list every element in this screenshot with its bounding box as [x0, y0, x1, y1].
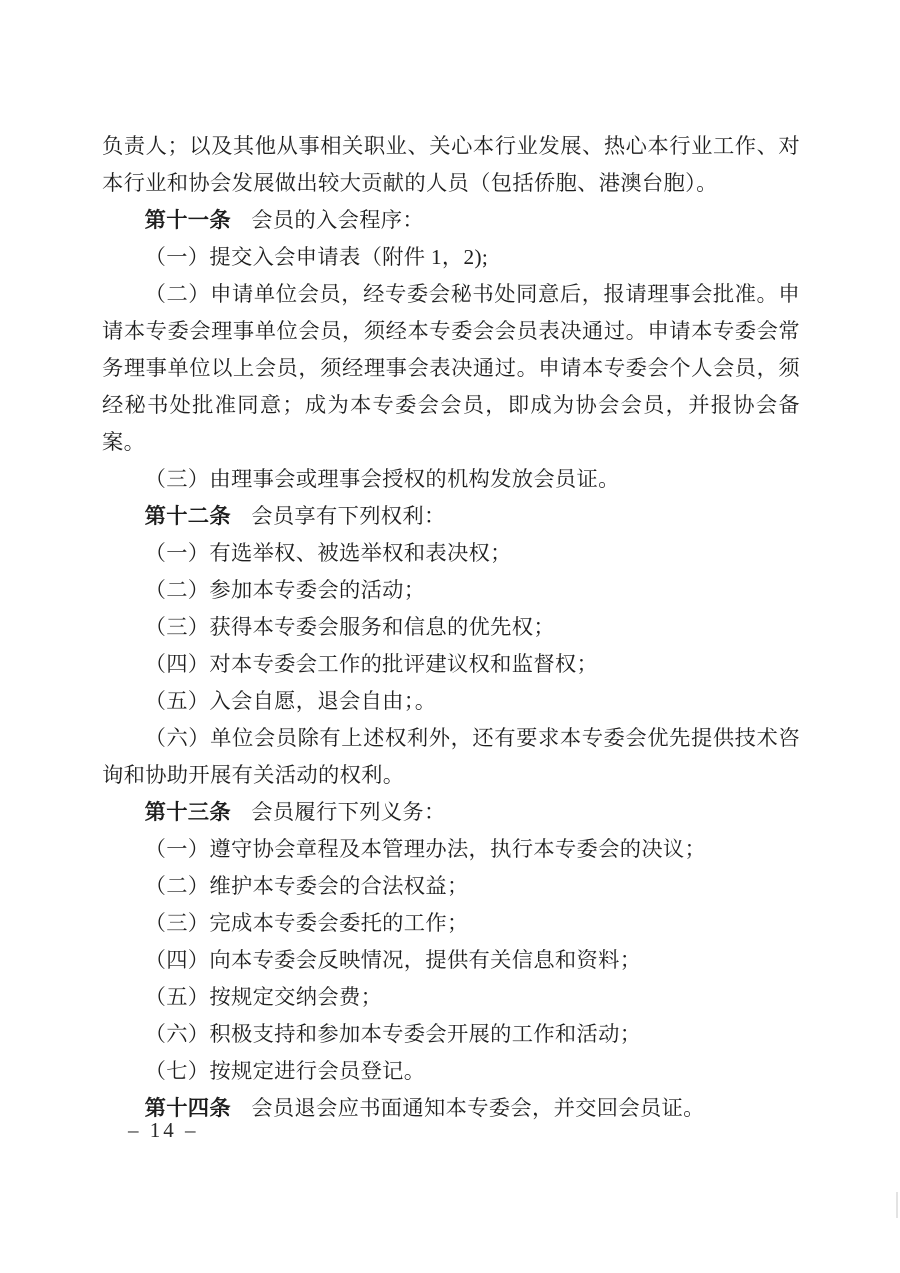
article-13-item-6: （六）积极支持和参加本专委会开展的工作和活动；	[144, 1022, 642, 1046]
article-14-text: 会员退会应书面通知本专委会，并交回会员证。	[251, 1096, 705, 1120]
article-12-text: 会员享有下列权利：	[251, 504, 446, 528]
article-11-heading	[102, 202, 800, 239]
article-13-item-2: （二）维护本专委会的合法权益；	[144, 874, 469, 898]
scan-edge-artifact	[896, 1192, 898, 1218]
article-13-item-3: （三）完成本专委会委托的工作；	[144, 911, 469, 935]
article-12-item-4: （四）对本专委会工作的批评建议权和监督权；	[144, 652, 599, 676]
document-text-block	[102, 128, 800, 1127]
article-13-item-7: （七）按规定进行会员登记。	[144, 1059, 426, 1083]
article-12-item-5: （五）入会自愿，退会自由；。	[144, 689, 437, 713]
article-12-number: 第十二条	[144, 504, 231, 528]
article-14-heading	[102, 1090, 800, 1127]
article-12-item-1: （一）有选举权、被选举权和表决权；	[144, 541, 512, 565]
article-11-text: 会员的入会程序：	[251, 208, 424, 232]
article-13-text: 会员履行下列义务：	[251, 800, 446, 824]
article-13-item-5: （五）按规定交纳会费；	[144, 985, 383, 1009]
article-13-number: 第十三条	[144, 800, 231, 824]
article-12-item-2: （二）参加本专委会的活动；	[144, 578, 426, 602]
article-14-number: 第十四条	[144, 1096, 231, 1120]
article-12-heading	[102, 498, 800, 535]
article-13-item-4: （四）向本专委会反映情况，提供有关信息和资料；	[144, 948, 642, 972]
article-11-item-1: （一）提交入会申请表（附件 1，2);	[144, 245, 489, 269]
article-11-item-3: （三）由理事会或理事会授权的机构发放会员证。	[144, 467, 620, 491]
article-12-item-6: （六）单位会员除有上述权利外，还有要求本专委会优先提供技术咨询和协助开展有关活动的权利。	[102, 726, 800, 787]
article-13-heading	[102, 794, 800, 831]
article-12-item-3: （三）获得本专委会服务和信息的优先权；	[144, 615, 555, 639]
article-11-number: 第十一条	[144, 208, 231, 232]
article-13-item-1: （一）遵守协会章程及本管理办法，执行本专委会的决议；	[144, 837, 707, 861]
paragraph-continuation: 负责人；以及其他从事相关职业、关心本行业发展、热心本行业工作、对本行业和协会发展做出较大贡献的人员（包括侨胞、港澳台胞）。	[102, 134, 800, 195]
page-number: – 14 –	[128, 1118, 199, 1142]
article-11-item-2: （二）申请单位会员，经专委会秘书处同意后，报请理事会批准。申请本专委会理事单位会员，须经本专委会会员表决通过。申请本专委会常务理事单位以上会员，须经理事会表决通过。申请本专委会个人会员，须经秘书处批准同意；成为本专委会会员，即成为协会会员，并报协会备案。	[102, 282, 800, 454]
